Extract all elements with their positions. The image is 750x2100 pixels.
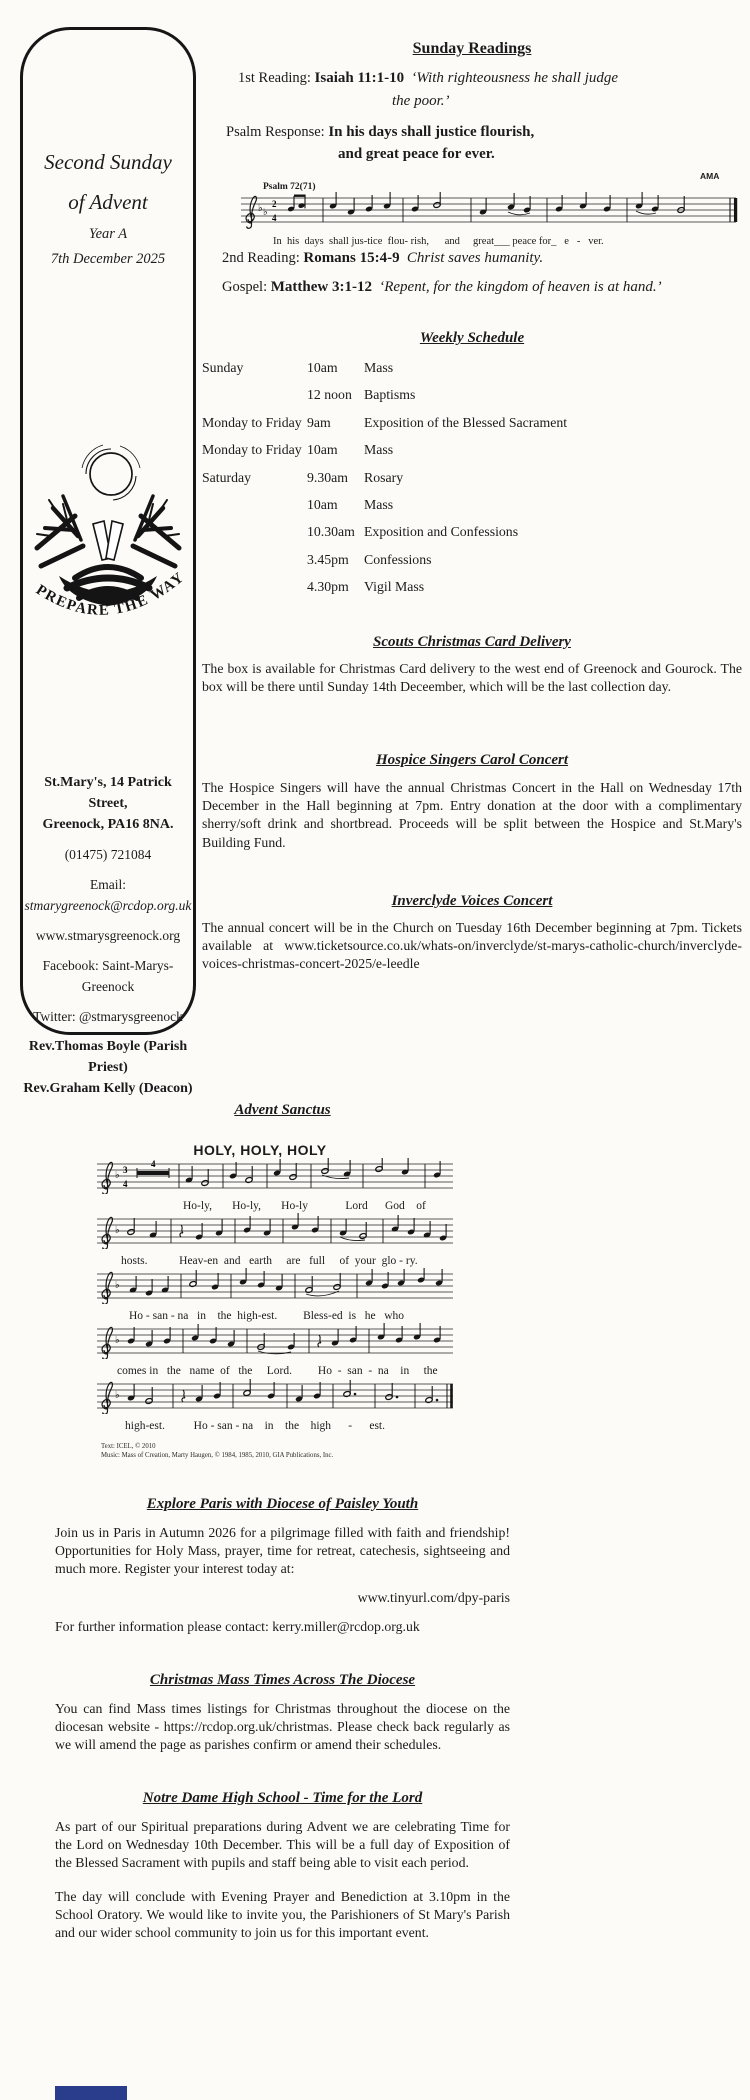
psalm-lyrics: In his days shall jus-tice flou- rish, and great___ peace for_ e - ver. [273, 236, 604, 247]
parish-contact-block [23, 772, 193, 1099]
liturgical-year: Year A [88, 226, 128, 242]
first-reading-label: 1st Reading: [238, 70, 311, 86]
schedule-row: 12 noon Baptisms [307, 387, 416, 403]
schedule-row: Monday to Friday 9am Exposition of the Blessed Sacrament [202, 414, 568, 430]
first-reading-quote-line2: the poor.’ [392, 93, 450, 109]
paris-heading: Explore Paris with Diocese of Paisley Youth [146, 1496, 419, 1512]
sanctus-credit-text: Text: ICEL, © 2010 [101, 1443, 156, 1450]
gospel-label: Gospel: [222, 279, 268, 295]
psalm-response-text2: and great peace for ever. [338, 146, 495, 162]
schedule-row: Sunday 10am Mass [202, 360, 394, 375]
svg-text:3: 3 [123, 1165, 128, 1175]
second-reading-line [202, 250, 750, 267]
sanctus-lyric-2: hosts. Heav-en and earth are full of your glo - ry. [121, 1255, 418, 1267]
second-reading-label: 2nd Reading: [222, 250, 300, 266]
psalm-response-label: Psalm Response: [226, 124, 325, 140]
masthead-title-line2: of Advent [68, 190, 148, 214]
sidebar-panel [20, 27, 196, 1096]
facebook-handle: Facebook: Saint-Marys-Greenock [42, 958, 174, 994]
svg-text:4: 4 [123, 1179, 128, 1189]
svg-text:♭: ♭ [115, 1170, 120, 1181]
masthead-title-line1: Second Sunday [44, 150, 172, 174]
svg-text:2: 2 [272, 199, 277, 209]
svg-text:4: 4 [272, 213, 277, 223]
paris-link: www.tinyurl.com/dpy-paris [357, 1590, 510, 1605]
svg-text:♭: ♭ [115, 1335, 120, 1346]
masthead-title [23, 142, 193, 222]
svg-text:♭: ♭ [115, 1225, 120, 1236]
sanctus-lyric-1: Ho-ly, Ho-ly, Ho-ly Lord God of [183, 1200, 426, 1212]
schedule-row: Monday to Friday 10am Mass [202, 442, 394, 458]
schedule-row: 3.45pm Confessions [307, 551, 432, 567]
scouts-heading: Scouts Christmas Card Delivery [373, 634, 571, 650]
first-reading-quote: ‘With righteousness he shall judge [411, 70, 619, 86]
address-line2: Greenock, PA16 8NA. [42, 817, 174, 832]
weekly-schedule-table [202, 360, 742, 607]
artwork-caption-text: PREPARE THE WAY [32, 569, 188, 619]
email-address: stmarygreenock@rcdop.org.uk [24, 898, 192, 913]
svg-text:♭: ♭ [263, 207, 268, 218]
paris-contact: For further information please contact: kerry.miller@rcdop.org.uk [55, 1619, 420, 1634]
psalm-response-line [202, 124, 750, 141]
advent-branches-illustration [23, 428, 193, 650]
address-line1: St.Mary's, 14 Patrick Street, [44, 775, 172, 811]
hospice-body: The Hospice Singers will have the annual Christmas Concert in the Hall on Wednesday 17th December in the Hall beginning at 7pm. Entry donation at the door with a complimentary sherry/soft drink and shortbread. Proceeds will be split between the Hospice and St.Mary's Building Fund. [202, 780, 742, 850]
bulletin-date: 7th December 2025 [50, 251, 166, 267]
schedule-row: 10.30am Exposition and Confessions [307, 524, 519, 540]
schedule-row: 10am Mass [307, 496, 394, 512]
sanctus-lyric-5: high-est. Ho - san - na in the high - est. [125, 1420, 385, 1432]
psalm-response-line2 [202, 146, 750, 163]
psalm-staff [225, 192, 740, 230]
twitter-handle: Twitter: @stmarysgreenock [33, 1009, 183, 1024]
first-reading-ref: Isaiah 11:1-10 [314, 70, 405, 86]
mass-times-body: You can find Mass times listings for Christmas throughout the diocese on the diocesan website - https://rcdop.org.uk/christmas. Please check back regularly as we will amend the page as parishes confirm or amend their schedules. [55, 1701, 510, 1753]
paris-body: Join us in Paris in Autumn 2026 for a pilgrimage filled with faith and friendship! Opportunities for Holy Mass, prayer, time for retreat, catechesis, sightseeing and much more. Register your interest today at: [55, 1525, 510, 1577]
psalm-response-text1: In his days shall justice flourish, [328, 124, 535, 140]
second-reading-quote: Christ saves humanity. [406, 250, 544, 266]
hospice-heading: Hospice Singers Carol Concert [375, 752, 569, 768]
psalm-music-label: Psalm 72(71) [263, 182, 316, 192]
inverclyde-body: The annual concert will be in the Church on Tuesday 16th December beginning at 7pm. Tickets available at www.ticketsource.co.uk/whats-on/inverclyde/st-marys-catholic-church/inverclyde-voices-christmas-concert-2025/e-leedle [202, 920, 742, 972]
gospel-quote: ‘Repent, for the kingdom of heaven is at hand.’ [379, 279, 662, 295]
schedule-row: Saturday 9.30am Rosary [202, 469, 404, 485]
sanctus-credit-music: Music: Mass of Creation, Marty Haugen, © 1984, 1985, 2010, GIA Publications, Inc. [101, 1451, 334, 1459]
psalm-music [225, 182, 740, 248]
sanctus-staff-1 [95, 1158, 455, 1194]
sanctus-lyric-4: comes in the name of the Lord. Ho - san - na in the [117, 1365, 438, 1377]
sanctus-staff-2 [95, 1213, 455, 1249]
sanctus-credits [95, 1443, 455, 1460]
second-reading-ref: Romans 15:4-9 [303, 250, 400, 266]
sanctus-staff-4 [95, 1323, 455, 1359]
sanctus-title: HOLY, HOLY, HOLY [193, 1142, 327, 1158]
prepare-the-way-artwork [23, 428, 193, 655]
first-reading-line [202, 70, 750, 87]
gospel-ref: Matthew 3:1-12 [270, 279, 372, 295]
notre-dame-heading: Notre Dame High School - Time for the Lord [142, 1790, 423, 1806]
sanctus-staff-3 [95, 1268, 455, 1304]
inverclyde-heading: Inverclyde Voices Concert [391, 893, 553, 909]
notre-dame-body1: As part of our Spiritual preparations during Advent we are celebrating Time for the Lord on Wednesday 10th December. This will be a full day of Exposition of the Blessed Sacrament with pupils and staff being able to visit each period. [55, 1819, 510, 1871]
svg-text:♭: ♭ [115, 1390, 120, 1401]
notre-dame-body2: The day will conclude with Evening Prayer and Benediction at 3.10pm in the School Oratory. We would like to invite you, the Parishioners of St Mary's Parish and our wider school community to join us for this important event. [55, 1889, 510, 1941]
email-label: Email: [90, 877, 126, 892]
svg-text:4: 4 [151, 1159, 156, 1169]
svg-text:♭: ♭ [258, 203, 263, 214]
sanctus-lyric-3: Ho - san - na in the high-est. Bless-ed is he who [129, 1310, 405, 1322]
scouts-body: The box is available for Christmas Card delivery to the west end of Greenock and Gourock. The box will be there until Sunday 14th Deceember, which will be the last collection day. [202, 661, 742, 695]
website-url: www.stmarysgreenock.org [35, 928, 181, 943]
advent-sanctus-heading: Advent Sanctus [234, 1102, 331, 1118]
scan-artifact-blue-bar [55, 2086, 127, 2100]
sanctus-music [95, 1142, 455, 1460]
mass-times-heading: Christmas Mass Times Across The Diocese [149, 1672, 416, 1688]
gospel-line [202, 279, 750, 296]
deacon-name: Rev.Graham Kelly (Deacon) [23, 1081, 193, 1096]
svg-text:♭: ♭ [115, 1280, 120, 1291]
phone-number: (01475) 721084 [64, 847, 152, 862]
sanctus-staff-5 [95, 1378, 455, 1414]
schedule-row: 4.30pm Vigil Mass [307, 579, 425, 595]
sunday-readings-heading: Sunday Readings [412, 40, 532, 57]
composer-initials: AMA [700, 171, 720, 181]
parish-priest-name: Rev.Thomas Boyle (Parish Priest) [28, 1039, 188, 1075]
weekly-schedule-heading: Weekly Schedule [419, 330, 525, 346]
